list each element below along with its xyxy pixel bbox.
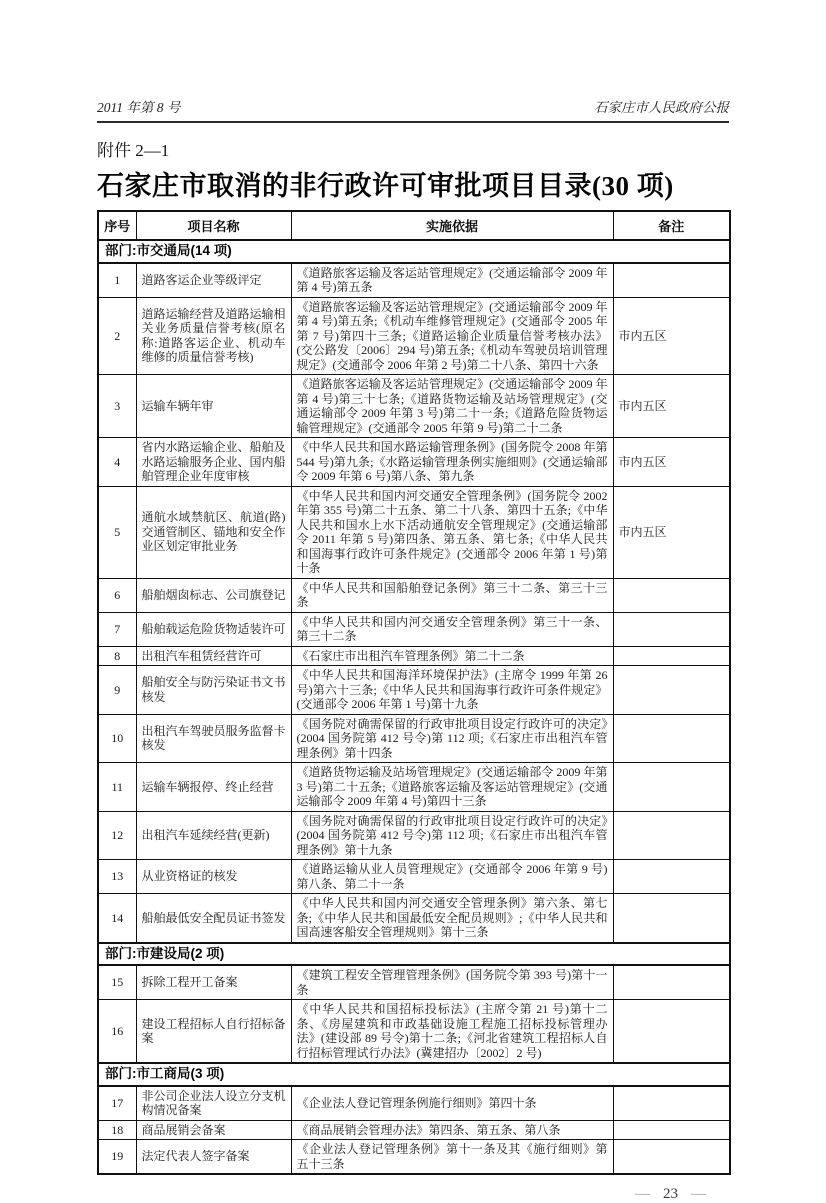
remark: 市内五区 bbox=[613, 486, 730, 578]
footer-dash-right: — bbox=[691, 1186, 706, 1202]
row-number: 15 bbox=[98, 965, 136, 1000]
row-number: 12 bbox=[98, 811, 136, 860]
remark bbox=[613, 763, 730, 812]
remark bbox=[613, 860, 730, 894]
remark: 市内五区 bbox=[613, 375, 730, 438]
remark bbox=[613, 714, 730, 763]
catalog-table-body bbox=[98, 240, 730, 1174]
remark bbox=[613, 965, 730, 1000]
row-number: 2 bbox=[98, 297, 136, 375]
item-name: 出租汽车租赁经营许可 bbox=[136, 646, 291, 666]
legal-basis: 《国务院对确需保留的行政审批项目设定行政许可的决定》(2004 国务院第 412 号令)第 112 项;《石家庄市出租汽车管理条例》第十九条 bbox=[291, 811, 613, 860]
catalog-row bbox=[98, 763, 730, 812]
legal-basis: 《企业法人登记管理条例施行细则》第四十条 bbox=[291, 1086, 613, 1121]
remark bbox=[613, 578, 730, 612]
item-name: 船舶最低安全配员证书签发 bbox=[136, 894, 291, 943]
row-number: 8 bbox=[98, 646, 136, 666]
catalog-row bbox=[98, 646, 730, 666]
col-header-number: 序号 bbox=[98, 211, 136, 240]
department-label: 部门:市建设局(2 项) bbox=[98, 943, 730, 966]
page-footer bbox=[97, 1186, 729, 1203]
item-name: 运输车辆报停、终止经营 bbox=[136, 763, 291, 812]
gazette-title: 石家庄市人民政府公报 bbox=[594, 100, 729, 115]
row-number: 1 bbox=[98, 263, 136, 298]
header-row bbox=[98, 211, 730, 240]
catalog-row bbox=[98, 666, 730, 715]
remark bbox=[613, 894, 730, 943]
legal-basis: 《道路货物运输及站场管理规定》(交通运输部令 2009 年第 3 号)第二十五条;《道路旅客运输及客运站管理规定》(交通运输部令 2009 年第 4 号)第四十三条 bbox=[291, 763, 613, 812]
row-number: 19 bbox=[98, 1140, 136, 1175]
item-name: 省内水路运输企业、船舶及水路运输服务企业、国内船舶管理企业年度审核 bbox=[136, 438, 291, 487]
catalog-row bbox=[98, 1086, 730, 1121]
row-number: 16 bbox=[98, 1000, 136, 1064]
catalog-row bbox=[98, 578, 730, 612]
legal-basis: 《道路旅客运输及客运站管理规定》(交通运输部令 2009 年第 4 号)第五条 bbox=[291, 263, 613, 298]
legal-basis: 《建筑工程安全管理管理条例》(国务院令第 393 号)第十一条 bbox=[291, 965, 613, 1000]
legal-basis: 《商品展销会管理办法》第四条、第五条、第八条 bbox=[291, 1120, 613, 1140]
row-number: 10 bbox=[98, 714, 136, 763]
remark bbox=[613, 1140, 730, 1175]
item-name: 拆除工程开工备案 bbox=[136, 965, 291, 1000]
item-name: 船舶载运危险货物适装许可 bbox=[136, 612, 291, 646]
legal-basis: 《道路运输从业人员管理规定》(交通部令 2006 年第 9 号)第八条、第二十一条 bbox=[291, 860, 613, 894]
item-name: 出租汽车驾驶员服务监督卡核发 bbox=[136, 714, 291, 763]
catalog-row bbox=[98, 1120, 730, 1140]
legal-basis: 《国务院对确需保留的行政审批项目设定行政许可的决定》(2004 国务院第 412 号令)第 112 项;《石家庄市出租汽车管理条例》第十四条 bbox=[291, 714, 613, 763]
legal-basis: 《中华人民共和国内河交通安全管理条例》(国务院令 2002 年第 355 号)第二十五条、第二十八条、第四十五条;《中华人民共和国水上水下活动通航安全管理规定》(交通运输部令 2011 年第 5 号)第四条、第五条、第七条;《中华人民共和国海事行政许可条件规定》(交通部令 2006 年第 1 号)第十条 bbox=[291, 486, 613, 578]
legal-basis: 《道路旅客运输及客运站管理规定》(交通运输部令 2009 年第 4 号)第三十七条;《道路货物运输及站场管理规定》(交通运输部令 2009 年第 3 号)第二十一条;《道路危险货物运输管理规定》(交通部令 2005 年第 9 号)第二十二条 bbox=[291, 375, 613, 438]
row-number: 13 bbox=[98, 860, 136, 894]
item-name: 运输车辆年审 bbox=[136, 375, 291, 438]
item-name: 出租汽车延续经营(更新) bbox=[136, 811, 291, 860]
legal-basis: 《中华人民共和国内河交通安全管理条例》第三十一条、第三十二条 bbox=[291, 612, 613, 646]
row-number: 4 bbox=[98, 438, 136, 487]
catalog-row bbox=[98, 714, 730, 763]
catalog-row bbox=[98, 486, 730, 578]
department-section-row bbox=[98, 943, 730, 966]
item-name: 船舶烟囱标志、公司旗登记 bbox=[136, 578, 291, 612]
catalog-table-head bbox=[98, 211, 730, 240]
footer-dash-left: — bbox=[635, 1186, 650, 1202]
col-header-legal-basis: 实施依据 bbox=[291, 211, 613, 240]
catalog-row bbox=[98, 811, 730, 860]
catalog-row bbox=[98, 297, 730, 375]
row-number: 9 bbox=[98, 666, 136, 715]
catalog-row bbox=[98, 375, 730, 438]
department-label: 部门:市交通局(14 项) bbox=[98, 240, 730, 263]
remark bbox=[613, 1120, 730, 1140]
item-name: 商品展销会备案 bbox=[136, 1120, 291, 1140]
catalog-row bbox=[98, 860, 730, 894]
legal-basis: 《中华人民共和国内河交通安全管理条例》第六条、第七条;《中华人民共和国最低安全配员规则》;《中华人民共和国高速客船安全管理规则》第十三条 bbox=[291, 894, 613, 943]
legal-basis: 《中华人民共和国水路运输管理条例》(国务院令 2008 年第 544 号)第九条;《水路运输管理条例实施细则》(交通运输部令 2009 年第 6 号)第八条、第九条 bbox=[291, 438, 613, 487]
remark: 市内五区 bbox=[613, 438, 730, 487]
department-section-row bbox=[98, 240, 730, 263]
header-rule bbox=[97, 121, 729, 123]
row-number: 11 bbox=[98, 763, 136, 812]
remark: 市内五区 bbox=[613, 297, 730, 375]
item-name: 船舶安全与防污染证书文书核发 bbox=[136, 666, 291, 715]
remark bbox=[613, 1000, 730, 1064]
running-header bbox=[97, 0, 729, 116]
department-section-row bbox=[98, 1063, 730, 1086]
catalog-row bbox=[98, 263, 730, 298]
legal-basis: 《石家庄市出租汽车管理条例》第二十二条 bbox=[291, 646, 613, 666]
catalog-table bbox=[97, 210, 731, 1175]
col-header-remark: 备注 bbox=[613, 211, 730, 240]
row-number: 17 bbox=[98, 1086, 136, 1121]
row-number: 6 bbox=[98, 578, 136, 612]
department-label: 部门:市工商局(3 项) bbox=[98, 1063, 730, 1086]
catalog-row bbox=[98, 1140, 730, 1175]
page-content bbox=[97, 0, 729, 1203]
legal-basis: 《企业法人登记管理条例》第十一条及其《施行细则》第五十三条 bbox=[291, 1140, 613, 1175]
document-title: 石家庄市取消的非行政许可审批项目目录(30 项) bbox=[97, 171, 674, 201]
remark bbox=[613, 612, 730, 646]
item-name: 道路运输经营及道路运输相关业务质量信誉考核(原名称:道路客运企业、机动车维修的质量信誉考核) bbox=[136, 297, 291, 375]
item-name: 从业资格证的核发 bbox=[136, 860, 291, 894]
col-header-item-name: 项目名称 bbox=[136, 211, 291, 240]
legal-basis: 《中华人民共和国船舶登记条例》第三十二条、第三十三条 bbox=[291, 578, 613, 612]
remark bbox=[613, 666, 730, 715]
page-number: 23 bbox=[663, 1186, 678, 1202]
remark bbox=[613, 811, 730, 860]
row-number: 3 bbox=[98, 375, 136, 438]
row-number: 14 bbox=[98, 894, 136, 943]
remark bbox=[613, 263, 730, 298]
catalog-row bbox=[98, 1000, 730, 1064]
item-name: 法定代表人签字备案 bbox=[136, 1140, 291, 1175]
issue-number: 2011 年第 8 号 bbox=[97, 100, 181, 115]
row-number: 7 bbox=[98, 612, 136, 646]
attachment-label: 附件 2—1 bbox=[97, 141, 170, 160]
item-name: 道路客运企业等级评定 bbox=[136, 263, 291, 298]
legal-basis: 《中华人民共和国招标投标法》(主席令第 21 号)第十二条、《房屋建筑和市政基础设施工程施工招标投标管理办法》(建设部 89 号令)第十二条;《河北省建筑工程招标人自行招标管理试行办法》(冀建招办〔2002〕2 号) bbox=[291, 1000, 613, 1064]
row-number: 5 bbox=[98, 486, 136, 578]
catalog-row bbox=[98, 894, 730, 943]
item-name: 通航水域禁航区、航道(路)交通管制区、锚地和安全作业区划定审批业务 bbox=[136, 486, 291, 578]
legal-basis: 《中华人民共和国海洋环境保护法》(主席令 1999 年第 26 号)第六十三条;《中华人民共和国海事行政许可条件规定》(交通部令 2006 年第 1 号)第十九条 bbox=[291, 666, 613, 715]
item-name: 建设工程招标人自行招标备案 bbox=[136, 1000, 291, 1064]
catalog-row bbox=[98, 612, 730, 646]
legal-basis: 《道路旅客运输及客运站管理规定》(交通运输部令 2009 年第 4 号)第五条;《机动车维修管理规定》(交通部令 2005 年第 7 号)第四十三条;《道路运输企业质量信誉考核办法》(交公路发〔2006〕294 号)第五条;《机动车驾驶员培训管理规定》(交通部令 2006 年第 2 号)第二十八条、第四十六条 bbox=[291, 297, 613, 375]
item-name: 非公司企业法人设立分支机构情况备案 bbox=[136, 1086, 291, 1121]
row-number: 18 bbox=[98, 1120, 136, 1140]
remark bbox=[613, 1086, 730, 1121]
catalog-row bbox=[98, 965, 730, 1000]
remark bbox=[613, 646, 730, 666]
catalog-row bbox=[98, 438, 730, 487]
